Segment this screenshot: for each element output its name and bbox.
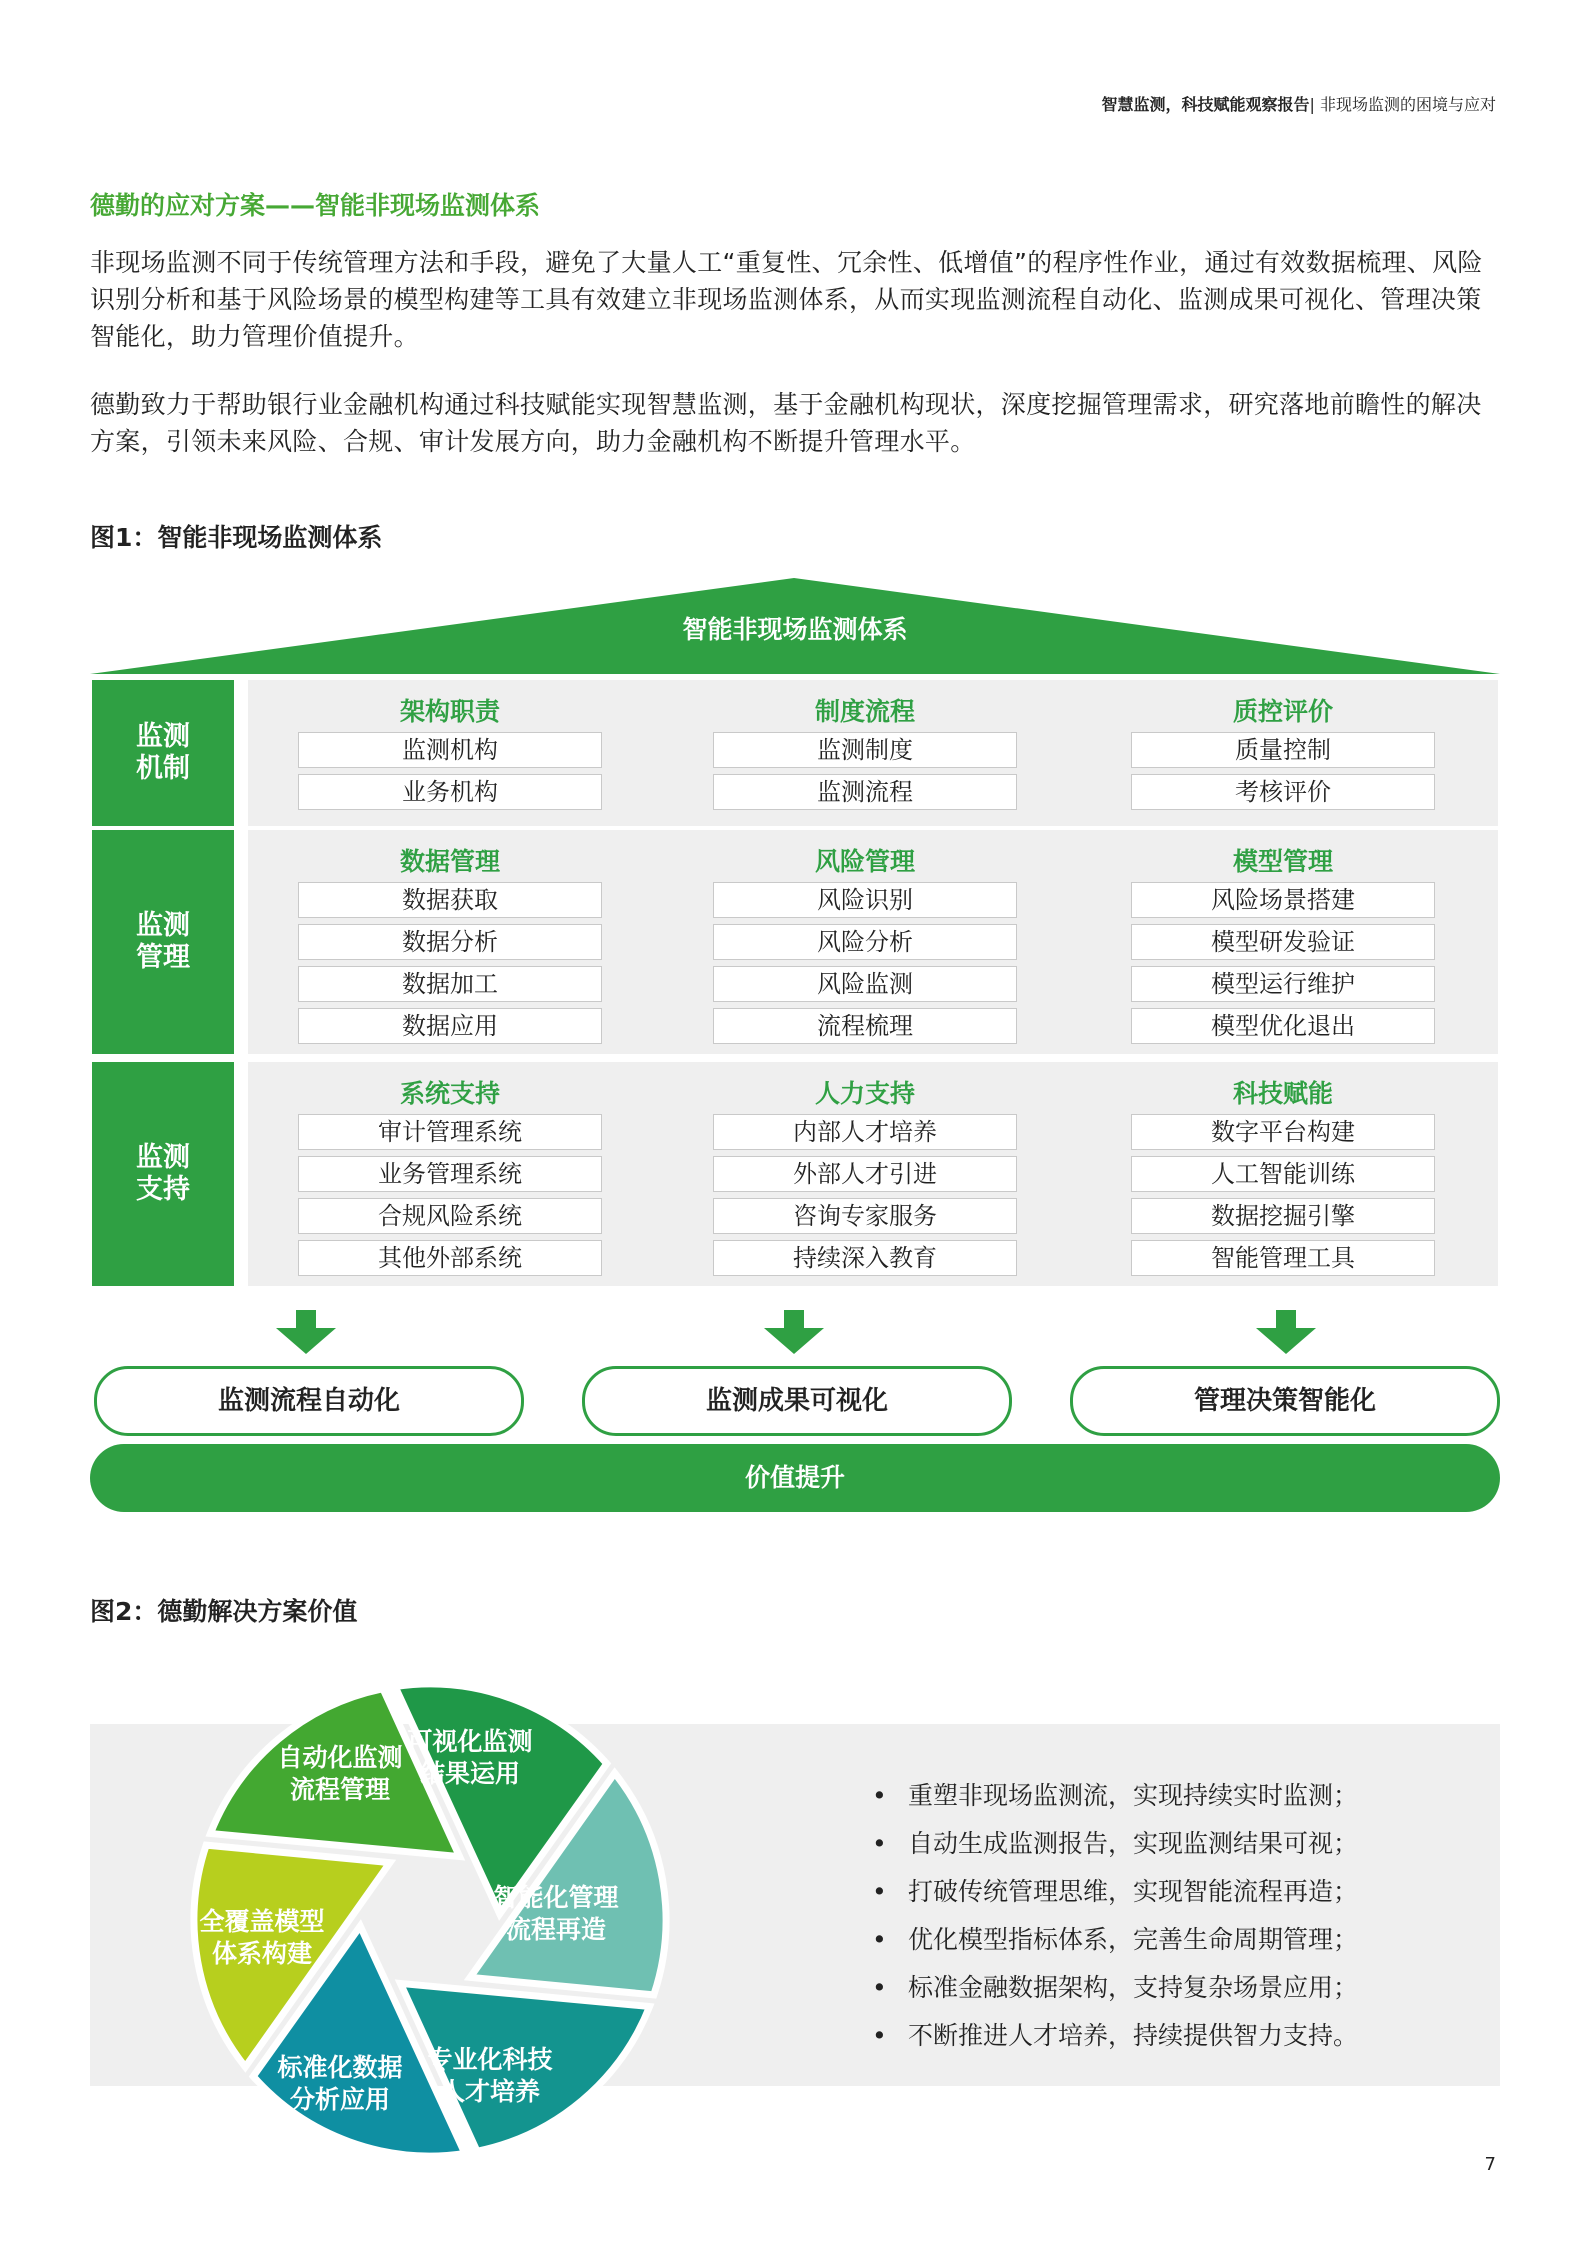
column-heading: 架构职责	[399, 697, 500, 726]
item-box: 其他外部系统	[298, 1240, 602, 1276]
item-box: 风险分析	[713, 924, 1017, 960]
value-bar: 价值提升	[90, 1444, 1500, 1512]
item-box: 人工智能训练	[1131, 1156, 1435, 1192]
column-heading: 风险管理	[814, 847, 915, 876]
paragraph-2: 德勤致力于帮助银行业金融机构通过科技赋能实现智慧监测，基于金融机构现状，深度挖掘管理需求，研究落地前瞻性的解决方案，引领未来风险、合规、审计发展方向，助力金融机构不断提升管理水平。	[90, 390, 1482, 456]
figure-1-title: 图1：智能非现场监测体系	[90, 523, 383, 552]
item-box: 数字平台构建	[1131, 1114, 1435, 1150]
value-bullet: • 重塑非现场监测流，实现持续实时监测；	[866, 1772, 1486, 1820]
wheel-segment-label: 分析应用	[289, 2085, 391, 2114]
item-box: 数据挖掘引擎	[1131, 1198, 1435, 1234]
wheel-segment-label: 标准化数据	[277, 2053, 403, 2082]
item-box: 考核评价	[1131, 774, 1435, 810]
row-label-1: 监测 机制	[92, 680, 234, 826]
item-box: 持续深入教育	[713, 1240, 1017, 1276]
item-box: 风险场景搭建	[1131, 882, 1435, 918]
item-box: 业务机构	[298, 774, 602, 810]
item-box: 模型运行维护	[1131, 966, 1435, 1002]
wheel-segment-label: 自动化监测	[277, 1743, 403, 1772]
item-box: 智能管理工具	[1131, 1240, 1435, 1276]
column-heading: 模型管理	[1232, 847, 1333, 876]
value-bullet: • 不断推进人才培养，持续提供智力支持。	[866, 2012, 1486, 2060]
header-section: | 非现场监测的困境与应对	[1309, 95, 1496, 114]
wheel-segment-label: 流程管理	[289, 1775, 391, 1804]
paragraph-1: 非现场监测不同于传统管理方法和手段，避免了大量人工“重复性、冗余性、低增值”的程序性作业，通过有效数据梳理、风险识别分析和基于风险场景的模型构建等工具有效建立非现场监测体系，从而实现监测流程自动化、监测成果可视化、管理决策智能化，助力管理价值提升。	[90, 248, 1483, 351]
item-box: 内部人才培养	[713, 1114, 1017, 1150]
item-box: 监测机构	[298, 732, 602, 768]
item-box: 咨询专家服务	[713, 1198, 1017, 1234]
value-bullet: • 优化模型指标体系，完善生命周期管理；	[866, 1916, 1486, 1964]
item-box: 审计管理系统	[298, 1114, 602, 1150]
down-arrow-icon	[1256, 1310, 1316, 1354]
item-box: 数据获取	[298, 882, 602, 918]
outcome-pill: 管理决策智能化	[1070, 1366, 1500, 1436]
header-report-title: 智慧监测，科技赋能观察报告	[1101, 95, 1310, 114]
wheel-segment-label: 智能化管理	[493, 1883, 619, 1912]
column-heading: 制度流程	[814, 697, 915, 726]
value-bullet: • 自动生成监测报告，实现监测结果可视；	[866, 1820, 1486, 1868]
down-arrow-icon	[276, 1310, 336, 1354]
column-heading: 人力支持	[814, 1079, 915, 1108]
item-box: 质量控制	[1131, 732, 1435, 768]
value-wheel	[180, 1670, 680, 2170]
item-box: 业务管理系统	[298, 1156, 602, 1192]
column-heading: 科技赋能	[1232, 1079, 1333, 1108]
section-title: 德勤的应对方案——智能非现场监测体系	[90, 191, 541, 220]
value-bullet: • 打破传统管理思维，实现智能流程再造；	[866, 1868, 1486, 1916]
item-box: 监测流程	[713, 774, 1017, 810]
item-box: 数据应用	[298, 1008, 602, 1044]
item-box: 风险识别	[713, 882, 1017, 918]
wheel-segment-label: 可视化监测	[407, 1727, 533, 1756]
item-box: 流程梳理	[713, 1008, 1017, 1044]
value-bullet: • 标准金融数据架构，支持复杂场景应用；	[866, 1964, 1486, 2012]
item-box: 模型研发验证	[1131, 924, 1435, 960]
wheel-segment-label: 流程再造	[505, 1915, 607, 1944]
column-heading: 数据管理	[399, 847, 500, 876]
wheel-segment-label: 结果运用	[419, 1759, 521, 1788]
running-header	[1102, 92, 1497, 115]
item-box: 模型优化退出	[1131, 1008, 1435, 1044]
item-box: 监测制度	[713, 732, 1017, 768]
item-box: 合规风险系统	[298, 1198, 602, 1234]
row-label-2: 监测 管理	[92, 830, 234, 1054]
column-heading: 系统支持	[399, 1079, 500, 1108]
down-arrow-icon	[764, 1310, 824, 1354]
wheel-segment-label: 人才培养	[439, 2077, 541, 2106]
row-label-3: 监测 支持	[92, 1062, 234, 1286]
roof-label: 智能非现场监测体系	[682, 615, 908, 644]
wheel-segment-label: 专业化科技	[427, 2045, 553, 2074]
column-heading: 质控评价	[1232, 697, 1333, 726]
outcome-pill: 监测成果可视化	[582, 1366, 1012, 1436]
outcome-pill: 监测流程自动化	[94, 1366, 524, 1436]
figure-2-title: 图2：德勤解决方案价值	[90, 1597, 358, 1626]
item-box: 风险监测	[713, 966, 1017, 1002]
value-bullet-list	[866, 1772, 1486, 2060]
item-box: 外部人才引进	[713, 1156, 1017, 1192]
item-box: 数据分析	[298, 924, 602, 960]
wheel-segment-label: 体系构建	[211, 1939, 313, 1968]
item-box: 数据加工	[298, 966, 602, 1002]
page-number: 7	[1484, 2154, 1496, 2175]
wheel-segment-label: 全覆盖模型	[199, 1907, 325, 1936]
